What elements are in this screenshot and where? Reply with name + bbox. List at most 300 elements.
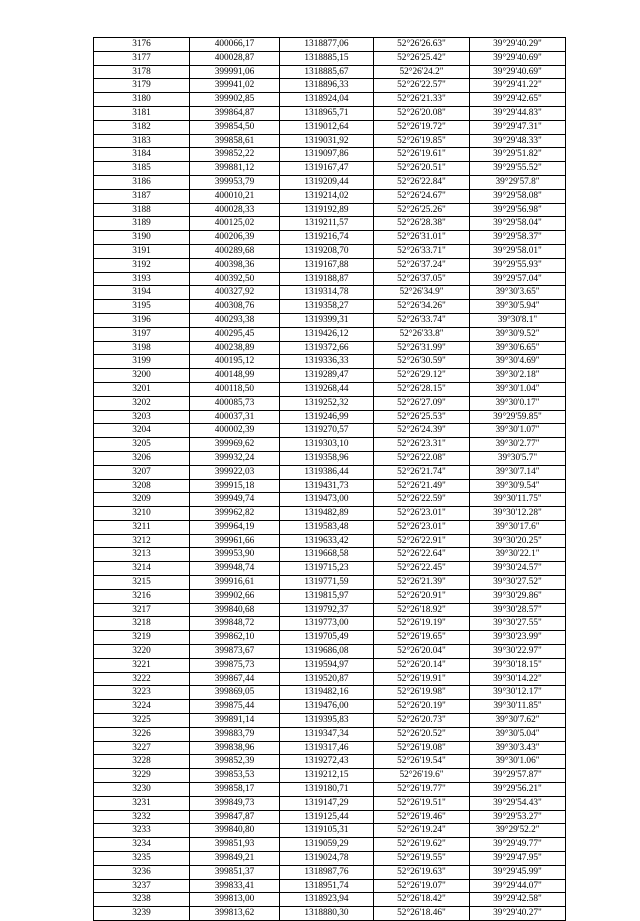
point-number-cell: 3212	[94, 534, 190, 548]
x-coordinate-cell: 399813,62	[190, 907, 280, 921]
longitude-cell: 39°30'9.54"	[470, 479, 566, 493]
y-coordinate-cell: 1319399,31	[280, 313, 374, 327]
x-coordinate-cell: 400148,99	[190, 369, 280, 383]
point-number-cell: 3228	[94, 755, 190, 769]
latitude-cell: 52°26'26.63"	[374, 38, 470, 52]
longitude-cell: 39°30'22.97"	[470, 645, 566, 659]
table-row	[94, 852, 566, 866]
table-row	[94, 382, 566, 396]
y-coordinate-cell: 1319059,29	[280, 838, 374, 852]
latitude-cell: 52°26'22.08"	[374, 451, 470, 465]
y-coordinate-cell: 1319167,47	[280, 162, 374, 176]
point-number-cell: 3190	[94, 231, 190, 245]
longitude-cell: 39°30'1.07"	[470, 424, 566, 438]
point-number-cell: 3235	[94, 852, 190, 866]
point-number-cell: 3205	[94, 438, 190, 452]
x-coordinate-cell: 399991,06	[190, 65, 280, 79]
table-row	[94, 562, 566, 576]
point-number-cell: 3229	[94, 769, 190, 783]
y-coordinate-cell: 1319272,43	[280, 755, 374, 769]
table-row	[94, 106, 566, 120]
table-row	[94, 38, 566, 52]
table-row	[94, 120, 566, 134]
point-number-cell: 3178	[94, 65, 190, 79]
y-coordinate-cell: 1319208,70	[280, 244, 374, 258]
latitude-cell: 52°26'34.9"	[374, 286, 470, 300]
x-coordinate-cell: 399948,74	[190, 562, 280, 576]
point-number-cell: 3204	[94, 424, 190, 438]
point-number-cell: 3239	[94, 907, 190, 921]
y-coordinate-cell: 1319188,87	[280, 272, 374, 286]
latitude-cell: 52°26'18.92"	[374, 603, 470, 617]
x-coordinate-cell: 399840,68	[190, 603, 280, 617]
x-coordinate-cell: 399852,39	[190, 755, 280, 769]
y-coordinate-cell: 1318896,33	[280, 79, 374, 93]
longitude-cell: 39°30'11.85"	[470, 700, 566, 714]
point-number-cell: 3177	[94, 51, 190, 65]
longitude-cell: 39°30'7.62"	[470, 714, 566, 728]
y-coordinate-cell: 1318965,71	[280, 106, 374, 120]
point-number-cell: 3215	[94, 576, 190, 590]
y-coordinate-cell: 1318885,67	[280, 65, 374, 79]
x-coordinate-cell: 399953,90	[190, 548, 280, 562]
longitude-cell: 39°30'1.04"	[470, 382, 566, 396]
longitude-cell: 39°29'57.04"	[470, 272, 566, 286]
x-coordinate-cell: 399881,12	[190, 162, 280, 176]
longitude-cell: 39°29'47.31"	[470, 120, 566, 134]
x-coordinate-cell: 400118,50	[190, 382, 280, 396]
point-number-cell: 3195	[94, 300, 190, 314]
point-number-cell: 3179	[94, 79, 190, 93]
longitude-cell: 39°29'51.82"	[470, 148, 566, 162]
x-coordinate-cell: 399853,53	[190, 769, 280, 783]
table-row	[94, 576, 566, 590]
table-row	[94, 465, 566, 479]
y-coordinate-cell: 1319097,86	[280, 148, 374, 162]
longitude-cell: 39°29'59.85"	[470, 410, 566, 424]
longitude-cell: 39°30'2.18"	[470, 369, 566, 383]
longitude-cell: 39°29'58.04"	[470, 217, 566, 231]
x-coordinate-cell: 400293,38	[190, 313, 280, 327]
point-number-cell: 3218	[94, 617, 190, 631]
longitude-cell: 39°30'2.77"	[470, 438, 566, 452]
table-row	[94, 93, 566, 107]
x-coordinate-cell: 399883,79	[190, 727, 280, 741]
table-row	[94, 824, 566, 838]
y-coordinate-cell: 1319252,32	[280, 396, 374, 410]
table-row	[94, 672, 566, 686]
point-number-cell: 3223	[94, 686, 190, 700]
longitude-cell: 39°30'9.52"	[470, 327, 566, 341]
y-coordinate-cell: 1318923,94	[280, 893, 374, 907]
latitude-cell: 52°26'22.91"	[374, 534, 470, 548]
latitude-cell: 52°26'19.08"	[374, 741, 470, 755]
x-coordinate-cell: 400238,89	[190, 341, 280, 355]
point-number-cell: 3191	[94, 244, 190, 258]
x-coordinate-cell: 399869,05	[190, 686, 280, 700]
point-number-cell: 3220	[94, 645, 190, 659]
latitude-cell: 52°26'20.14"	[374, 658, 470, 672]
y-coordinate-cell: 1319520,87	[280, 672, 374, 686]
latitude-cell: 52°26'19.98"	[374, 686, 470, 700]
latitude-cell: 52°26'33.71"	[374, 244, 470, 258]
point-number-cell: 3208	[94, 479, 190, 493]
x-coordinate-cell: 399902,66	[190, 589, 280, 603]
y-coordinate-cell: 1319314,78	[280, 286, 374, 300]
table-row	[94, 783, 566, 797]
latitude-cell: 52°26'19.77"	[374, 783, 470, 797]
y-coordinate-cell: 1319147,29	[280, 796, 374, 810]
point-number-cell: 3214	[94, 562, 190, 576]
y-coordinate-cell: 1319212,15	[280, 769, 374, 783]
y-coordinate-cell: 1319105,31	[280, 824, 374, 838]
x-coordinate-cell: 399862,10	[190, 631, 280, 645]
point-number-cell: 3230	[94, 783, 190, 797]
longitude-cell: 39°29'58.01"	[470, 244, 566, 258]
y-coordinate-cell: 1319125,44	[280, 810, 374, 824]
y-coordinate-cell: 1319386,44	[280, 465, 374, 479]
x-coordinate-cell: 400327,92	[190, 286, 280, 300]
y-coordinate-cell: 1319583,48	[280, 520, 374, 534]
longitude-cell: 39°29'58.37"	[470, 231, 566, 245]
longitude-cell: 39°30'24.57"	[470, 562, 566, 576]
longitude-cell: 39°30'5.04"	[470, 727, 566, 741]
y-coordinate-cell: 1319336,33	[280, 355, 374, 369]
point-number-cell: 3186	[94, 175, 190, 189]
table-row	[94, 189, 566, 203]
table-row	[94, 479, 566, 493]
point-number-cell: 3194	[94, 286, 190, 300]
longitude-cell: 39°30'23.99"	[470, 631, 566, 645]
latitude-cell: 52°26'37.05"	[374, 272, 470, 286]
x-coordinate-cell: 399852,22	[190, 148, 280, 162]
longitude-cell: 39°29'47.95"	[470, 852, 566, 866]
table-row	[94, 396, 566, 410]
x-coordinate-cell: 400398,36	[190, 258, 280, 272]
table-row	[94, 493, 566, 507]
longitude-cell: 39°30'4.69"	[470, 355, 566, 369]
x-coordinate-cell: 400289,68	[190, 244, 280, 258]
table-row	[94, 589, 566, 603]
longitude-cell: 39°29'42.58"	[470, 893, 566, 907]
table-row	[94, 51, 566, 65]
latitude-cell: 52°26'24.39"	[374, 424, 470, 438]
y-coordinate-cell: 1319270,57	[280, 424, 374, 438]
x-coordinate-cell: 399858,61	[190, 134, 280, 148]
longitude-cell: 39°30'3.65"	[470, 286, 566, 300]
table-row	[94, 79, 566, 93]
y-coordinate-cell: 1318880,30	[280, 907, 374, 921]
table-row	[94, 907, 566, 921]
y-coordinate-cell: 1319289,47	[280, 369, 374, 383]
y-coordinate-cell: 1319358,27	[280, 300, 374, 314]
point-number-cell: 3231	[94, 796, 190, 810]
longitude-cell: 39°30'0.17"	[470, 396, 566, 410]
y-coordinate-cell: 1319482,89	[280, 507, 374, 521]
point-number-cell: 3207	[94, 465, 190, 479]
y-coordinate-cell: 1319216,74	[280, 231, 374, 245]
longitude-cell: 39°30'8.1"	[470, 313, 566, 327]
latitude-cell: 52°26'23.01"	[374, 507, 470, 521]
x-coordinate-cell: 399864,87	[190, 106, 280, 120]
longitude-cell: 39°29'53.27"	[470, 810, 566, 824]
table-row	[94, 451, 566, 465]
y-coordinate-cell: 1318877,06	[280, 38, 374, 52]
longitude-cell: 39°30'27.52"	[470, 576, 566, 590]
coordinates-table	[93, 37, 566, 921]
x-coordinate-cell: 399916,61	[190, 576, 280, 590]
point-number-cell: 3210	[94, 507, 190, 521]
table-row	[94, 258, 566, 272]
table-row	[94, 203, 566, 217]
y-coordinate-cell: 1319211,57	[280, 217, 374, 231]
x-coordinate-cell: 399891,14	[190, 714, 280, 728]
x-coordinate-cell: 400085,73	[190, 396, 280, 410]
point-number-cell: 3188	[94, 203, 190, 217]
x-coordinate-cell: 399922,03	[190, 465, 280, 479]
y-coordinate-cell: 1319395,83	[280, 714, 374, 728]
latitude-cell: 52°26'19.51"	[374, 796, 470, 810]
table-row	[94, 134, 566, 148]
y-coordinate-cell: 1319246,99	[280, 410, 374, 424]
table-row	[94, 727, 566, 741]
longitude-cell: 39°29'40.69"	[470, 65, 566, 79]
table-row	[94, 438, 566, 452]
latitude-cell: 52°26'20.73"	[374, 714, 470, 728]
latitude-cell: 52°26'19.24"	[374, 824, 470, 838]
y-coordinate-cell: 1319317,46	[280, 741, 374, 755]
y-coordinate-cell: 1319705,49	[280, 631, 374, 645]
x-coordinate-cell: 399838,96	[190, 741, 280, 755]
y-coordinate-cell: 1319715,23	[280, 562, 374, 576]
latitude-cell: 52°26'22.84"	[374, 175, 470, 189]
y-coordinate-cell: 1319668,58	[280, 548, 374, 562]
latitude-cell: 52°26'21.49"	[374, 479, 470, 493]
longitude-cell: 39°30'28.57"	[470, 603, 566, 617]
y-coordinate-cell: 1319431,73	[280, 479, 374, 493]
latitude-cell: 52°26'29.12"	[374, 369, 470, 383]
point-number-cell: 3213	[94, 548, 190, 562]
x-coordinate-cell: 399915,18	[190, 479, 280, 493]
y-coordinate-cell: 1319815,97	[280, 589, 374, 603]
point-number-cell: 3201	[94, 382, 190, 396]
table-row	[94, 603, 566, 617]
longitude-cell: 39°30'5.7"	[470, 451, 566, 465]
table-row	[94, 741, 566, 755]
table-row	[94, 700, 566, 714]
table-row	[94, 658, 566, 672]
point-number-cell: 3180	[94, 93, 190, 107]
latitude-cell: 52°26'20.19"	[374, 700, 470, 714]
latitude-cell: 52°26'20.04"	[374, 645, 470, 659]
table-row	[94, 148, 566, 162]
table-row	[94, 686, 566, 700]
latitude-cell: 52°26'33.74"	[374, 313, 470, 327]
latitude-cell: 52°26'21.39"	[374, 576, 470, 590]
latitude-cell: 52°26'31.01"	[374, 231, 470, 245]
y-coordinate-cell: 1319686,08	[280, 645, 374, 659]
latitude-cell: 52°26'19.46"	[374, 810, 470, 824]
point-number-cell: 3199	[94, 355, 190, 369]
table-row	[94, 714, 566, 728]
table-row	[94, 520, 566, 534]
longitude-cell: 39°29'41.22"	[470, 79, 566, 93]
latitude-cell: 52°26'21.74"	[374, 465, 470, 479]
latitude-cell: 52°26'19.62"	[374, 838, 470, 852]
table-row	[94, 231, 566, 245]
x-coordinate-cell: 400295,45	[190, 327, 280, 341]
x-coordinate-cell: 399833,41	[190, 879, 280, 893]
table-row	[94, 424, 566, 438]
x-coordinate-cell: 399849,73	[190, 796, 280, 810]
x-coordinate-cell: 399953,79	[190, 175, 280, 189]
latitude-cell: 52°26'33.8"	[374, 327, 470, 341]
table-row	[94, 217, 566, 231]
table-row	[94, 769, 566, 783]
point-number-cell: 3217	[94, 603, 190, 617]
y-coordinate-cell: 1319372,66	[280, 341, 374, 355]
latitude-cell: 52°26'18.42"	[374, 893, 470, 907]
point-number-cell: 3206	[94, 451, 190, 465]
latitude-cell: 52°26'24.67"	[374, 189, 470, 203]
longitude-cell: 39°30'5.94"	[470, 300, 566, 314]
point-number-cell: 3221	[94, 658, 190, 672]
x-coordinate-cell: 400206,39	[190, 231, 280, 245]
x-coordinate-cell: 399875,73	[190, 658, 280, 672]
y-coordinate-cell: 1319209,44	[280, 175, 374, 189]
point-number-cell: 3181	[94, 106, 190, 120]
x-coordinate-cell: 400028,87	[190, 51, 280, 65]
point-number-cell: 3209	[94, 493, 190, 507]
x-coordinate-cell: 399875,44	[190, 700, 280, 714]
table-row	[94, 838, 566, 852]
table-row	[94, 175, 566, 189]
latitude-cell: 52°26'18.46"	[374, 907, 470, 921]
latitude-cell: 52°26'27.09"	[374, 396, 470, 410]
longitude-cell: 39°30'1.06"	[470, 755, 566, 769]
latitude-cell: 52°26'19.6"	[374, 769, 470, 783]
latitude-cell: 52°26'30.59"	[374, 355, 470, 369]
latitude-cell: 52°26'25.42"	[374, 51, 470, 65]
point-number-cell: 3211	[94, 520, 190, 534]
table-row	[94, 645, 566, 659]
table-row	[94, 355, 566, 369]
x-coordinate-cell: 400010,21	[190, 189, 280, 203]
longitude-cell: 39°30'6.65"	[470, 341, 566, 355]
latitude-cell: 52°26'25.53"	[374, 410, 470, 424]
x-coordinate-cell: 399902,85	[190, 93, 280, 107]
point-number-cell: 3193	[94, 272, 190, 286]
y-coordinate-cell: 1319303,10	[280, 438, 374, 452]
latitude-cell: 52°26'20.08"	[374, 106, 470, 120]
table-row	[94, 865, 566, 879]
y-coordinate-cell: 1319024,78	[280, 852, 374, 866]
table-row	[94, 534, 566, 548]
latitude-cell: 52°26'20.51"	[374, 162, 470, 176]
longitude-cell: 39°30'7.14"	[470, 465, 566, 479]
latitude-cell: 52°26'19.61"	[374, 148, 470, 162]
point-number-cell: 3198	[94, 341, 190, 355]
latitude-cell: 52°26'22.59"	[374, 493, 470, 507]
x-coordinate-cell: 399873,67	[190, 645, 280, 659]
point-number-cell: 3189	[94, 217, 190, 231]
longitude-cell: 39°30'3.43"	[470, 741, 566, 755]
table-row	[94, 65, 566, 79]
point-number-cell: 3219	[94, 631, 190, 645]
y-coordinate-cell: 1318885,15	[280, 51, 374, 65]
point-number-cell: 3237	[94, 879, 190, 893]
y-coordinate-cell: 1319773,00	[280, 617, 374, 631]
table-row	[94, 631, 566, 645]
x-coordinate-cell: 399840,80	[190, 824, 280, 838]
longitude-cell: 39°30'12.28"	[470, 507, 566, 521]
longitude-cell: 39°29'54.43"	[470, 796, 566, 810]
y-coordinate-cell: 1319347,34	[280, 727, 374, 741]
x-coordinate-cell: 399849,21	[190, 852, 280, 866]
point-number-cell: 3197	[94, 327, 190, 341]
point-number-cell: 3196	[94, 313, 190, 327]
point-number-cell: 3185	[94, 162, 190, 176]
latitude-cell: 52°26'19.63"	[374, 865, 470, 879]
point-number-cell: 3232	[94, 810, 190, 824]
table-row	[94, 162, 566, 176]
table-row	[94, 341, 566, 355]
y-coordinate-cell: 1319012,64	[280, 120, 374, 134]
longitude-cell: 39°29'40.69"	[470, 51, 566, 65]
latitude-cell: 52°26'19.07"	[374, 879, 470, 893]
latitude-cell: 52°26'19.54"	[374, 755, 470, 769]
y-coordinate-cell: 1319476,00	[280, 700, 374, 714]
y-coordinate-cell: 1318987,76	[280, 865, 374, 879]
longitude-cell: 39°29'57.87"	[470, 769, 566, 783]
x-coordinate-cell: 399962,82	[190, 507, 280, 521]
table-row	[94, 755, 566, 769]
latitude-cell: 52°26'19.72"	[374, 120, 470, 134]
longitude-cell: 39°29'52.2"	[470, 824, 566, 838]
point-number-cell: 3227	[94, 741, 190, 755]
longitude-cell: 39°30'27.55"	[470, 617, 566, 631]
latitude-cell: 52°26'19.55"	[374, 852, 470, 866]
x-coordinate-cell: 399941,02	[190, 79, 280, 93]
table-row	[94, 879, 566, 893]
x-coordinate-cell: 399851,37	[190, 865, 280, 879]
longitude-cell: 39°29'58.08"	[470, 189, 566, 203]
x-coordinate-cell: 399851,93	[190, 838, 280, 852]
longitude-cell: 39°29'55.52"	[470, 162, 566, 176]
table-row	[94, 548, 566, 562]
longitude-cell: 39°30'17.6"	[470, 520, 566, 534]
latitude-cell: 52°26'37.24"	[374, 258, 470, 272]
point-number-cell: 3203	[94, 410, 190, 424]
point-number-cell: 3222	[94, 672, 190, 686]
x-coordinate-cell: 399949,74	[190, 493, 280, 507]
longitude-cell: 39°30'29.86"	[470, 589, 566, 603]
latitude-cell: 52°26'19.65"	[374, 631, 470, 645]
point-number-cell: 3224	[94, 700, 190, 714]
longitude-cell: 39°30'22.1"	[470, 548, 566, 562]
x-coordinate-cell: 400392,50	[190, 272, 280, 286]
table-row	[94, 810, 566, 824]
y-coordinate-cell: 1319594,97	[280, 658, 374, 672]
longitude-cell: 39°30'12.17"	[470, 686, 566, 700]
longitude-cell: 39°29'49.77"	[470, 838, 566, 852]
y-coordinate-cell: 1319180,71	[280, 783, 374, 797]
x-coordinate-cell: 399858,17	[190, 783, 280, 797]
latitude-cell: 52°26'22.64"	[374, 548, 470, 562]
coordinates-table-body	[94, 38, 566, 921]
table-row	[94, 272, 566, 286]
longitude-cell: 39°30'18.15"	[470, 658, 566, 672]
